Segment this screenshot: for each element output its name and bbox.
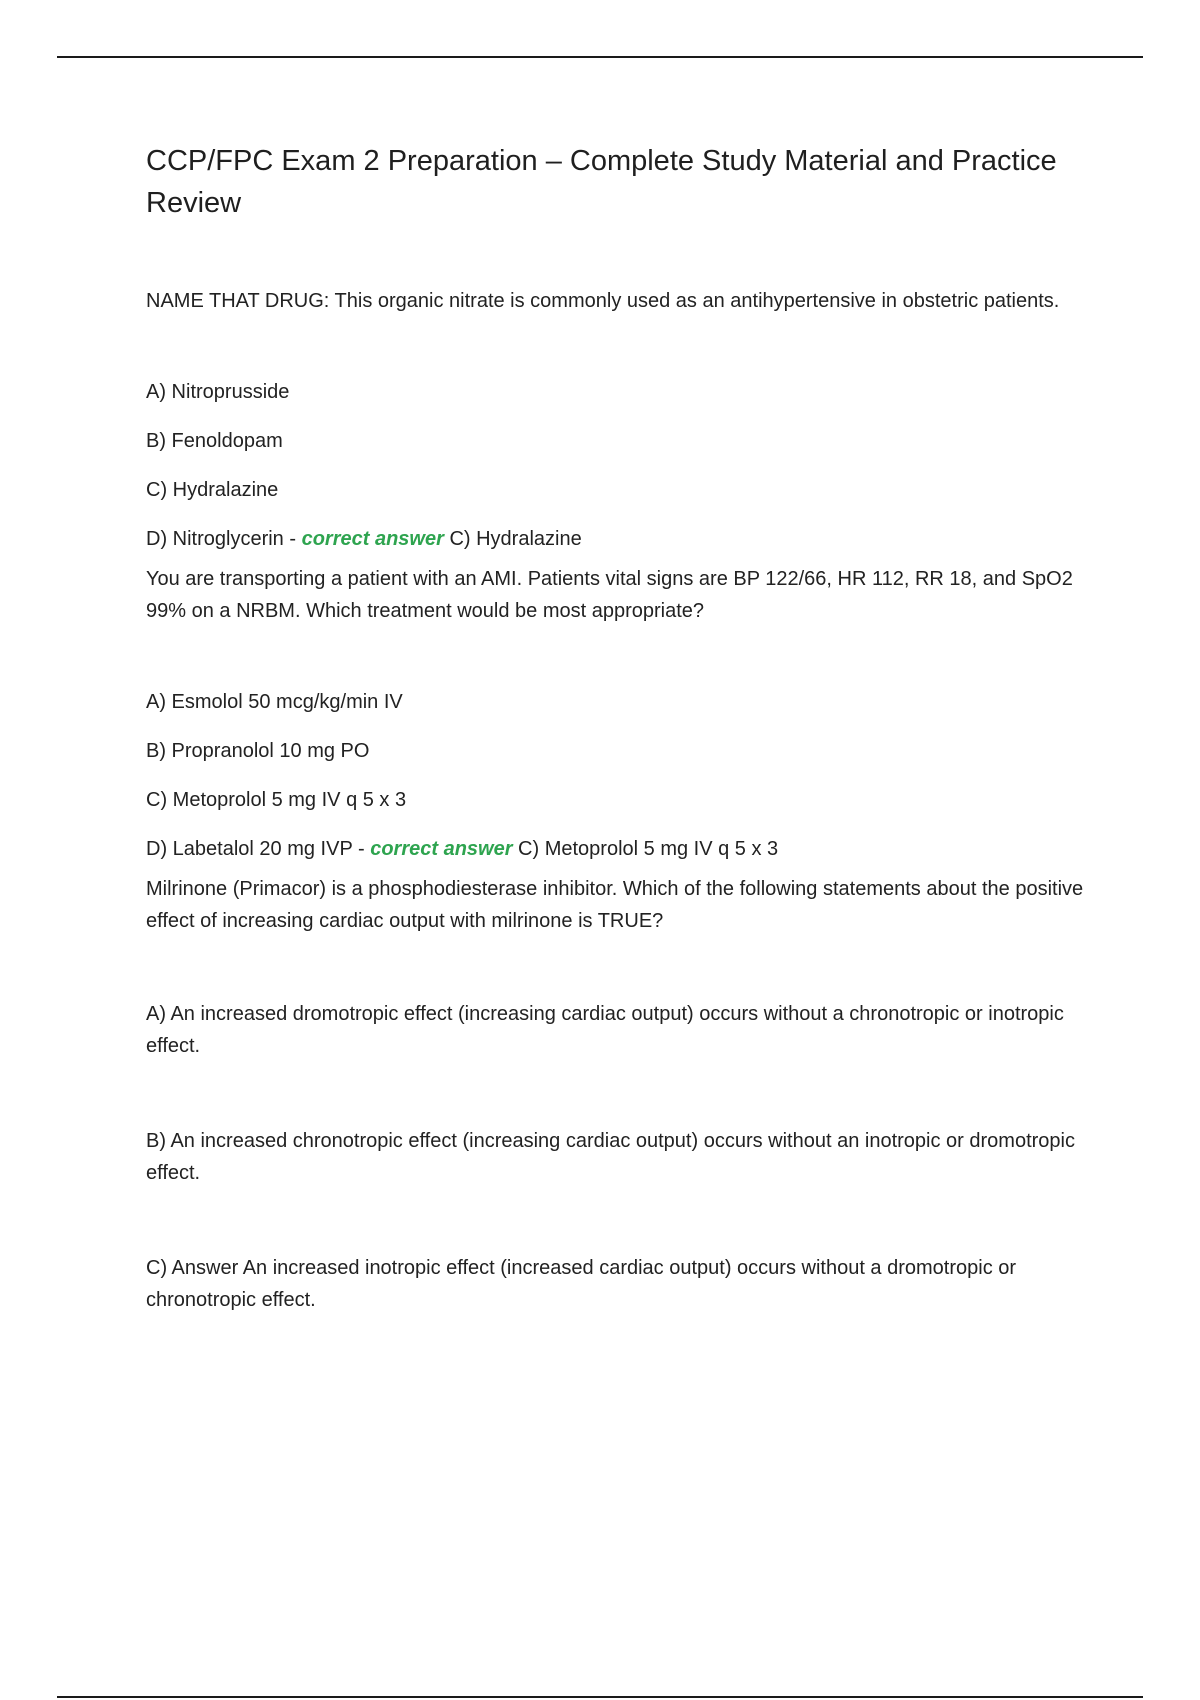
question-2-option-b: B) Propranolol 10 mg PO bbox=[146, 740, 370, 762]
question-3-option-a: A) An increased dromotropic effect (increasing cardiac output) occurs without a chronotropic or inotropic effect. bbox=[146, 1003, 1064, 1057]
question-1-option-d-with-answer bbox=[146, 525, 1096, 553]
question-2-option-a: A) Esmolol 50 mcg/kg/min IV bbox=[146, 691, 403, 713]
question-1-option-d: D) Nitroglycerin bbox=[146, 528, 284, 550]
top-rule bbox=[57, 56, 1143, 58]
question-1-prompt: NAME THAT DRUG: This organic nitrate is commonly used as an antihypertensive in obstetric patients. bbox=[146, 290, 1060, 312]
question-2 bbox=[146, 563, 1096, 863]
question-1-option-c: C) Hydralazine bbox=[146, 479, 279, 501]
question-3-option-c: C) Answer An increased inotropic effect (increased cardiac output) occurs without a dromotropic or chronotropic effect. bbox=[146, 1257, 1017, 1311]
correct-answer-label: correct answer bbox=[301, 528, 444, 550]
answer-separator: - bbox=[283, 528, 302, 550]
question-1-answer: C) Hydralazine bbox=[443, 528, 582, 550]
bottom-rule bbox=[57, 1696, 1143, 1698]
question-1-option-a: A) Nitroprusside bbox=[146, 381, 290, 403]
question-2-option-d: D) Labetalol 20 mg IVP bbox=[146, 838, 353, 860]
answer-separator: - bbox=[352, 838, 371, 860]
question-2-option-c: C) Metoprolol 5 mg IV q 5 x 3 bbox=[146, 789, 407, 811]
question-2-prompt: You are transporting a patient with an AMI. Patients vital signs are BP 122/66, HR 112, RR 18, and SpO2 99% on a NRBM. Which treatment would be most appropriate? bbox=[146, 568, 1073, 622]
document-title: CCP/FPC Exam 2 Preparation – Complete Study Material and Practice Review bbox=[146, 145, 1057, 219]
question-3 bbox=[146, 873, 1096, 1316]
question-3-option-b: B) An increased chronotropic effect (increasing cardiac output) occurs without an inotropic or dromotropic effect. bbox=[146, 1130, 1075, 1184]
question-2-answer: C) Metoprolol 5 mg IV q 5 x 3 bbox=[512, 838, 779, 860]
question-2-option-d-with-answer bbox=[146, 835, 1096, 863]
question-1-option-b: B) Fenoldopam bbox=[146, 430, 283, 452]
question-1 bbox=[146, 285, 1096, 553]
correct-answer-label: correct answer bbox=[370, 838, 513, 860]
document-page bbox=[146, 140, 1096, 1379]
question-3-prompt: Milrinone (Primacor) is a phosphodiesterase inhibitor. Which of the following statements about the positive effect of increasing cardiac output with milrinone is TRUE? bbox=[146, 878, 1084, 932]
